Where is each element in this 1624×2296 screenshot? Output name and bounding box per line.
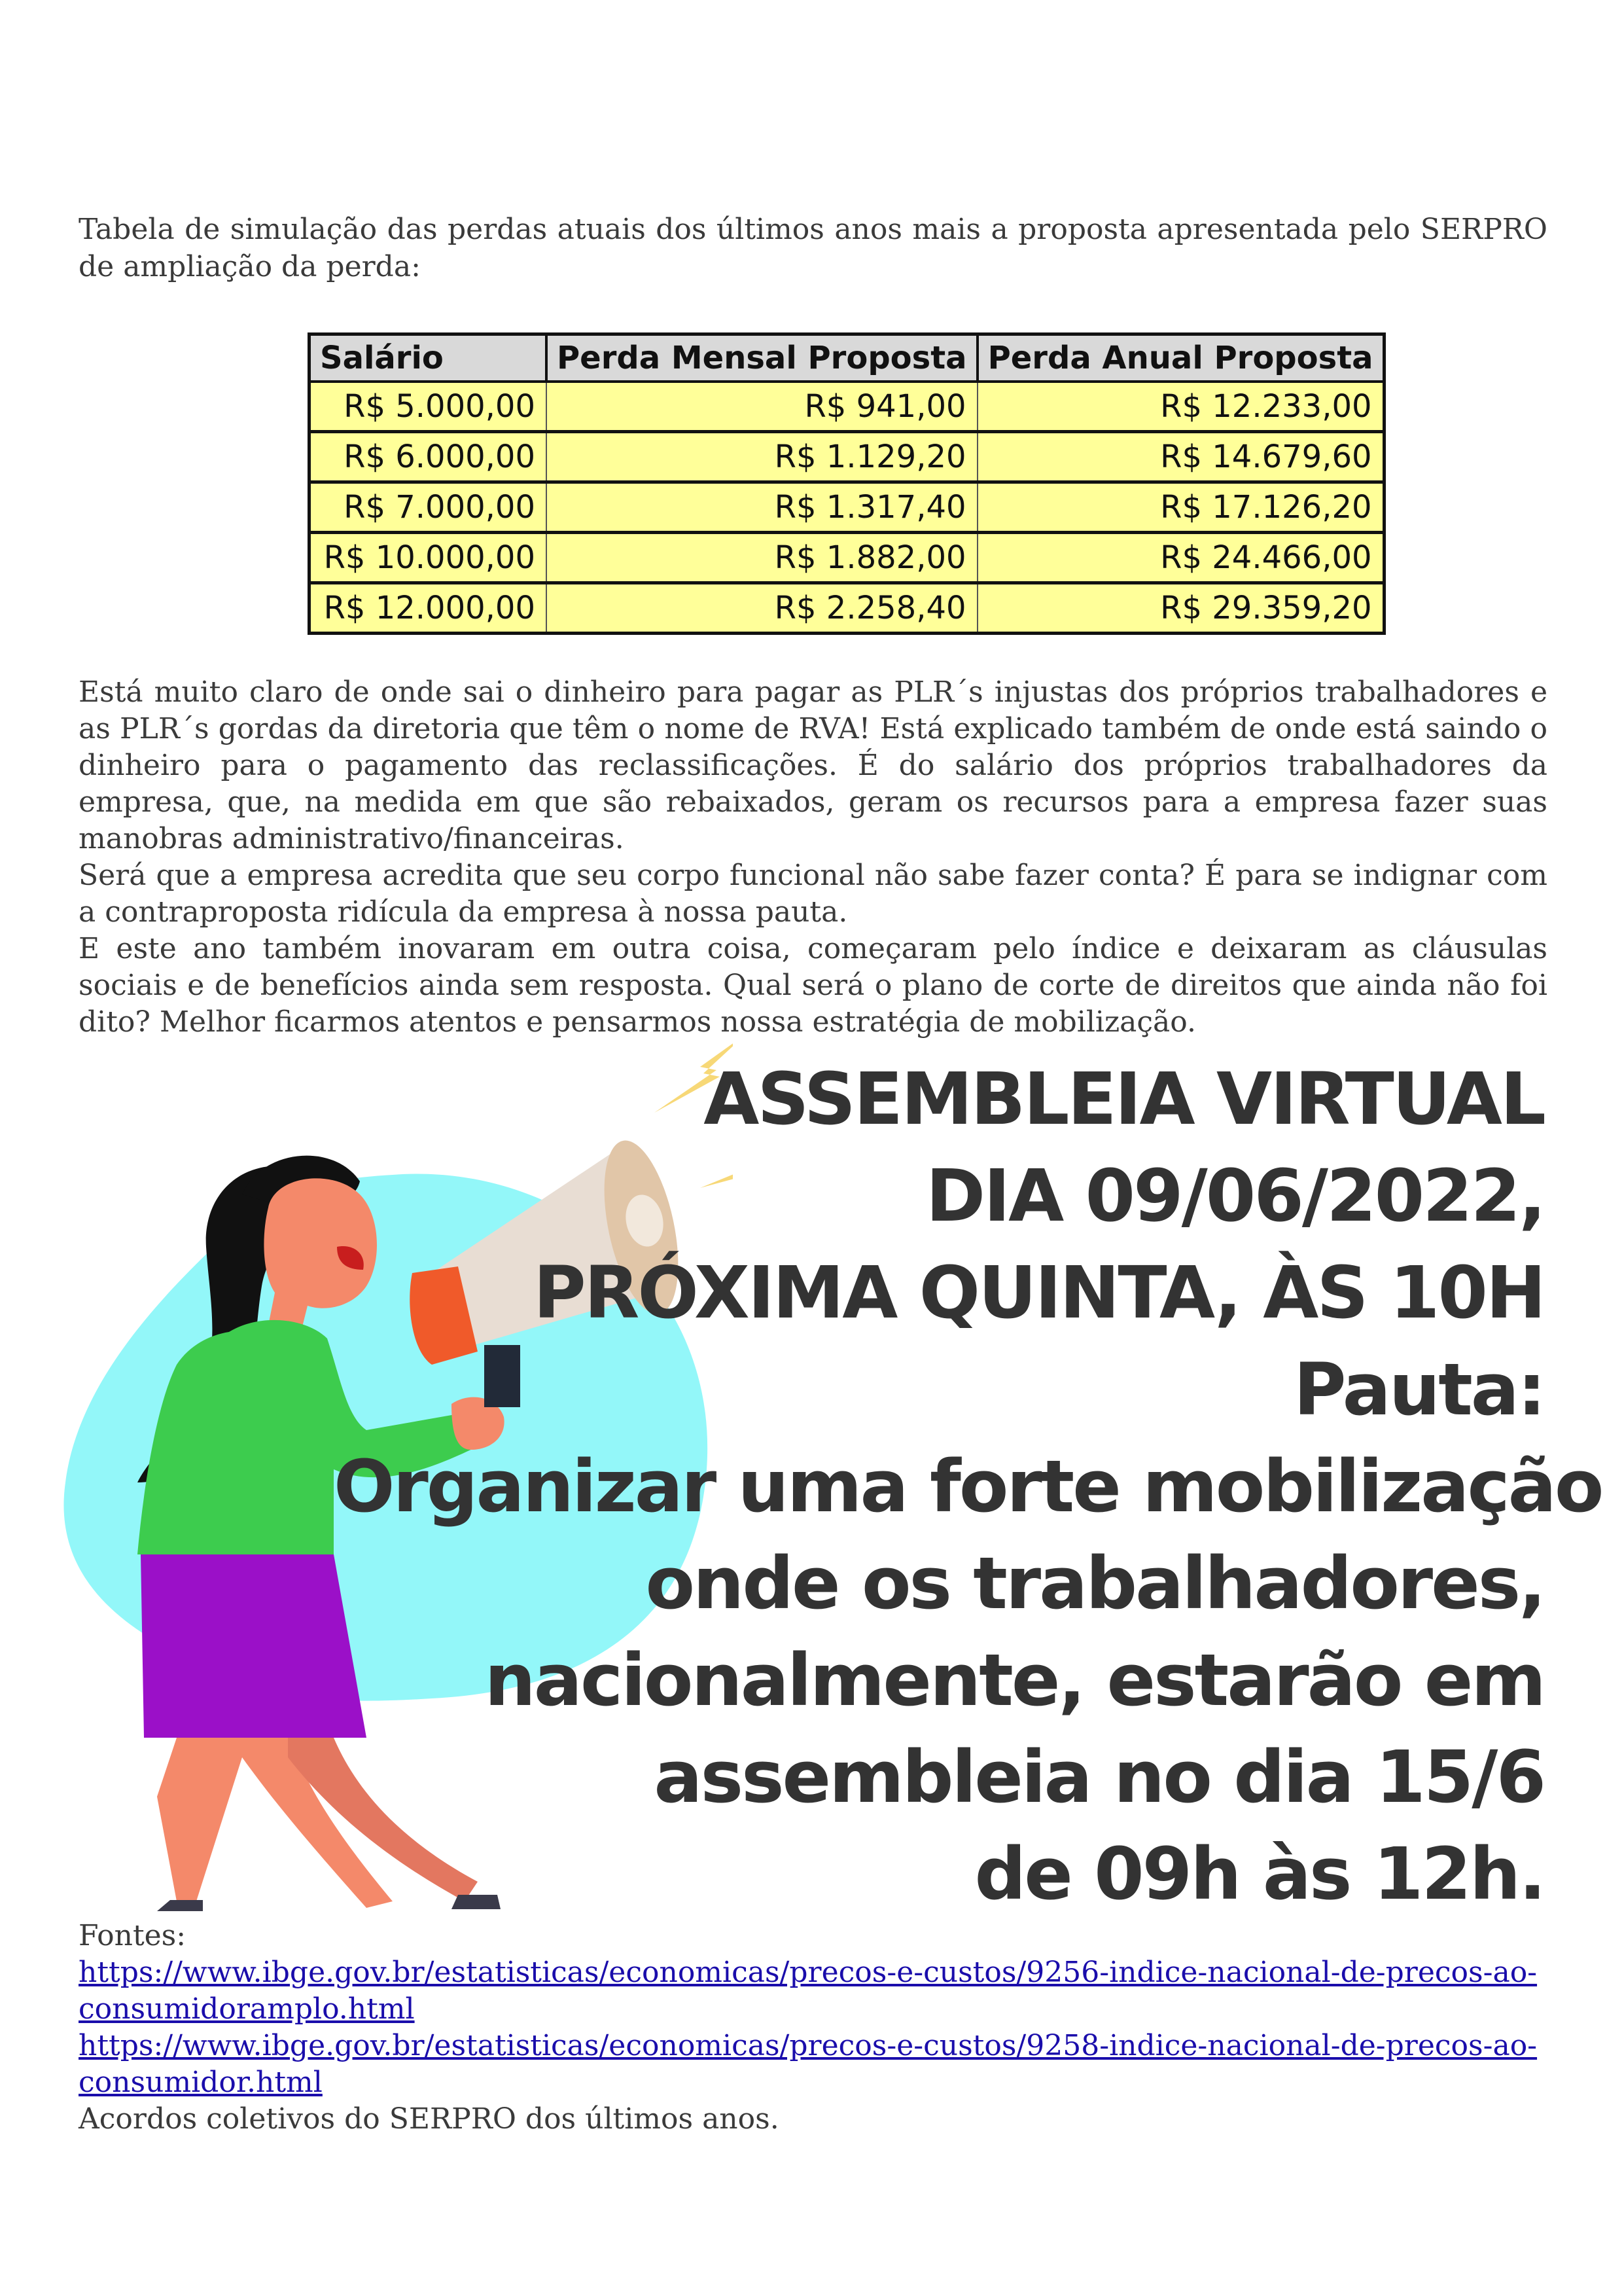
paragraph: Será que a empresa acredita que seu corpo funcional não sabe fazer conta? É para se indignar com a contraproposta ridícula da empresa à nossa pauta. xyxy=(79,859,1547,929)
headline-line: assembleia no dia 15/6 xyxy=(654,1735,1544,1819)
intro-text: Tabela de simulação das perdas atuais dos últimos anos mais a proposta apresentada pelo SERPRO de ampliação da perda: xyxy=(79,213,1547,283)
cell-perda-mensal: R$ 1.317,40 xyxy=(546,482,978,533)
sources-label: Fontes: xyxy=(79,1919,186,1952)
shoe xyxy=(157,1900,203,1911)
cell-perda-anual: R$ 17.126,20 xyxy=(978,482,1384,533)
sources-section xyxy=(79,1918,1547,2138)
headline-line: Pauta: xyxy=(1293,1348,1544,1431)
loss-simulation-table xyxy=(308,332,1386,635)
sources-note: Acordos coletivos do SERPRO dos últimos anos. xyxy=(79,2102,779,2136)
cell-perda-anual: R$ 12.233,00 xyxy=(978,382,1384,432)
skirt xyxy=(141,1554,366,1738)
cell-perda-mensal: R$ 1.129,20 xyxy=(546,432,978,482)
header-salario: Salário xyxy=(309,334,547,382)
headline-line: nacionalmente, estarão em xyxy=(484,1638,1544,1722)
headline-line: Organizar uma forte mobilização xyxy=(334,1444,1602,1528)
cell-perda-anual: R$ 14.679,60 xyxy=(978,432,1384,482)
cell-salario: R$ 12.000,00 xyxy=(309,583,547,634)
source-link[interactable]: https://www.ibge.gov.br/estatisticas/economicas/precos-e-custos/9258-indice-nacional-de-precos-ao-consumidor.html xyxy=(79,2029,1538,2099)
headline-line: de 09h às 12h. xyxy=(974,1832,1544,1916)
paragraph: Está muito claro de onde sai o dinheiro para pagar as PLR´s injustas dos próprios trabalhadores e as PLR´s gordas da diretoria que têm o nome de RVA! Está explicado também de onde está saindo o dinheiro para o pagamento das reclassificações. É do salário dos próprios trabalhadores da empresa, que, na medida em que são rebaixados, geram os recursos para a empresa fazer suas manobras administrativo/financeiras. xyxy=(79,675,1547,855)
header-perda-anual: Perda Anual Proposta xyxy=(978,334,1384,382)
table-row xyxy=(309,382,1385,432)
headline-line: onde os trabalhadores, xyxy=(645,1541,1544,1625)
body-text xyxy=(79,674,1547,1041)
table-header-row xyxy=(309,334,1385,382)
headline-line: PRÓXIMA QUINTA, ÀS 10H xyxy=(533,1251,1544,1335)
table-row xyxy=(309,533,1385,583)
cell-perda-anual: R$ 24.466,00 xyxy=(978,533,1384,583)
cell-salario: R$ 5.000,00 xyxy=(309,382,547,432)
cell-perda-mensal: R$ 2.258,40 xyxy=(546,583,978,634)
cell-salario: R$ 6.000,00 xyxy=(309,432,547,482)
table-row xyxy=(309,482,1385,533)
headline-line: DIA 09/06/2022, xyxy=(925,1154,1544,1238)
cell-salario: R$ 7.000,00 xyxy=(309,482,547,533)
paragraph: E este ano também inovaram em outra coisa, começaram pelo índice e deixaram as cláusulas sociais e de benefícios ainda sem resposta. Qual será o plano de corte de direitos que ainda não foi dito? Melhor ficarmos atentos e pensarmos nossa estratégia de mobilização. xyxy=(79,932,1547,1039)
assembly-headline xyxy=(334,1050,1602,1922)
cell-perda-mensal: R$ 941,00 xyxy=(546,382,978,432)
table-row xyxy=(309,432,1385,482)
cell-perda-anual: R$ 29.359,20 xyxy=(978,583,1384,634)
headline-line: ASSEMBLEIA VIRTUAL xyxy=(703,1057,1544,1141)
cell-salario: R$ 10.000,00 xyxy=(309,533,547,583)
table-row xyxy=(309,583,1385,634)
cell-perda-mensal: R$ 1.882,00 xyxy=(546,533,978,583)
header-perda-mensal: Perda Mensal Proposta xyxy=(546,334,978,382)
source-link[interactable]: https://www.ibge.gov.br/estatisticas/economicas/precos-e-custos/9256-indice-nacional-de-precos-ao-consumidoramplo.html xyxy=(79,1956,1538,2026)
